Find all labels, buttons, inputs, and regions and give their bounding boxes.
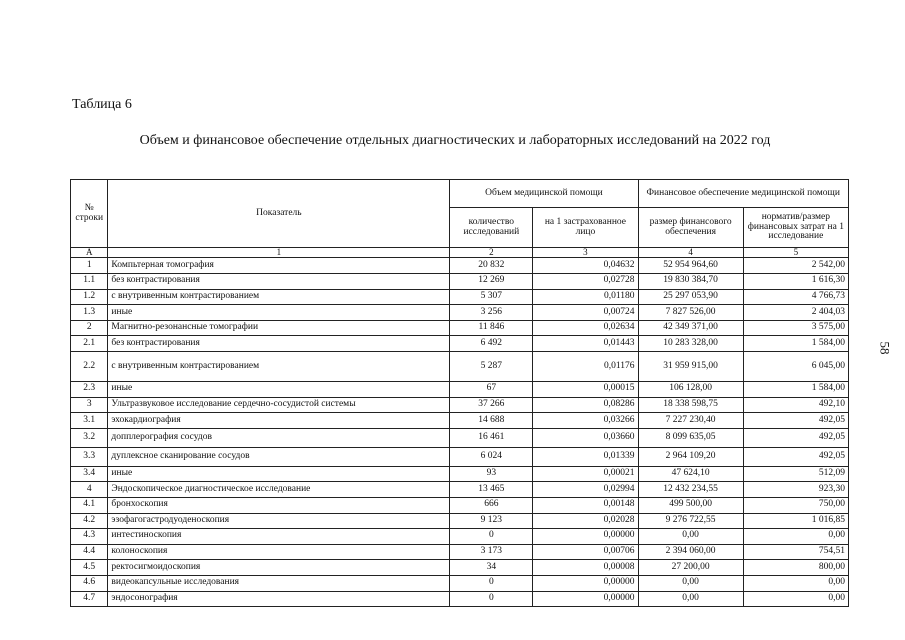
row-per-insured-cell: 0,00706 [533, 544, 638, 560]
row-count-cell: 67 [450, 382, 533, 398]
row-amount-cell: 2 394 060,00 [638, 544, 743, 560]
row-name-cell: колоноскопия [108, 544, 450, 560]
row-count-cell: 13 465 [450, 482, 533, 498]
row-code-cell: 4.5 [71, 560, 108, 576]
row-norm-cell: 1 584,00 [743, 336, 848, 352]
row-per-insured-cell: 0,01180 [533, 289, 638, 305]
table-row [71, 560, 849, 576]
row-name-cell: допплерография сосудов [108, 428, 450, 447]
row-per-insured-cell: 0,00021 [533, 466, 638, 482]
table-row [71, 352, 849, 382]
row-per-insured-cell: 0,01339 [533, 447, 638, 466]
row-code-cell: 2.3 [71, 382, 108, 398]
row-norm-cell: 0,00 [743, 591, 848, 607]
row-count-cell: 34 [450, 560, 533, 576]
table-row [71, 336, 849, 352]
header-norm: норматив/размер финансовых затрат на 1 исследование [743, 208, 848, 248]
row-amount-cell: 25 297 053,90 [638, 289, 743, 305]
row-name-cell: Магнитно-резонансные томографии [108, 320, 450, 336]
row-norm-cell: 4 766,73 [743, 289, 848, 305]
header-indicator: Показатель [108, 180, 450, 248]
row-amount-cell: 19 830 384,70 [638, 274, 743, 290]
row-amount-cell: 10 283 328,00 [638, 336, 743, 352]
row-count-cell: 3 256 [450, 305, 533, 321]
row-name-cell: с внутривенным контрастированием [108, 289, 450, 305]
row-norm-cell: 1 616,30 [743, 274, 848, 290]
row-amount-cell: 42 349 371,00 [638, 320, 743, 336]
row-code-cell: 3.1 [71, 413, 108, 429]
row-count-cell: 3 173 [450, 544, 533, 560]
table-row [71, 258, 849, 274]
column-number: 2 [450, 248, 533, 258]
row-amount-cell: 9 276 722,55 [638, 513, 743, 529]
row-code-cell: 2 [71, 320, 108, 336]
row-count-cell: 0 [450, 591, 533, 607]
row-norm-cell: 1 016,85 [743, 513, 848, 529]
row-per-insured-cell: 0,02634 [533, 320, 638, 336]
row-per-insured-cell: 0,03660 [533, 428, 638, 447]
table-row [71, 274, 849, 290]
table-row [71, 466, 849, 482]
table-row [71, 513, 849, 529]
column-number: 3 [533, 248, 638, 258]
row-code-cell: 1 [71, 258, 108, 274]
data-table [70, 179, 849, 607]
table-row [71, 305, 849, 321]
row-count-cell: 6 024 [450, 447, 533, 466]
table-row [71, 428, 849, 447]
row-norm-cell: 2 542,00 [743, 258, 848, 274]
row-amount-cell: 106 128,00 [638, 382, 743, 398]
row-per-insured-cell: 0,00000 [533, 529, 638, 545]
table-row [71, 529, 849, 545]
table-row [71, 289, 849, 305]
row-name-cell: без контрастирования [108, 336, 450, 352]
row-code-cell: 3.2 [71, 428, 108, 447]
row-amount-cell: 2 964 109,20 [638, 447, 743, 466]
row-count-cell: 11 846 [450, 320, 533, 336]
row-norm-cell: 800,00 [743, 560, 848, 576]
header-volume-group: Объем медицинской помощи [450, 180, 638, 208]
row-code-cell: 4.7 [71, 591, 108, 607]
row-count-cell: 37 266 [450, 397, 533, 413]
row-norm-cell: 750,00 [743, 497, 848, 513]
row-amount-cell: 27 200,00 [638, 560, 743, 576]
header-count: количество исследований [450, 208, 533, 248]
row-amount-cell: 47 624,10 [638, 466, 743, 482]
row-count-cell: 12 269 [450, 274, 533, 290]
column-number: 4 [638, 248, 743, 258]
row-norm-cell: 512,09 [743, 466, 848, 482]
row-norm-cell: 754,51 [743, 544, 848, 560]
table-row [71, 447, 849, 466]
row-norm-cell: 923,30 [743, 482, 848, 498]
row-name-cell: без контрастирования [108, 274, 450, 290]
document-title: Объем и финансовое обеспечение отдельных диагностических и лабораторных исследований на 2022 год [139, 133, 771, 148]
row-count-cell: 0 [450, 575, 533, 591]
column-number: 1 [108, 248, 450, 258]
row-per-insured-cell: 0,02028 [533, 513, 638, 529]
table-body [71, 258, 849, 607]
row-code-cell: 4.4 [71, 544, 108, 560]
row-norm-cell: 3 575,00 [743, 320, 848, 336]
row-norm-cell: 492,05 [743, 413, 848, 429]
row-norm-cell: 492,10 [743, 397, 848, 413]
row-per-insured-cell: 0,08286 [533, 397, 638, 413]
row-norm-cell: 0,00 [743, 575, 848, 591]
column-number: 5 [743, 248, 848, 258]
row-per-insured-cell: 0,00015 [533, 382, 638, 398]
table-row [71, 482, 849, 498]
row-norm-cell: 492,05 [743, 428, 848, 447]
row-count-cell: 0 [450, 529, 533, 545]
row-name-cell: с внутривенным контрастированием [108, 352, 450, 382]
row-amount-cell: 7 227 230,40 [638, 413, 743, 429]
row-norm-cell: 492,05 [743, 447, 848, 466]
row-amount-cell: 0,00 [638, 591, 743, 607]
column-number: А [71, 248, 108, 258]
header-finance-group: Финансовое обеспечение медицинской помощи [638, 180, 848, 208]
row-name-cell: Ультразвуковое исследование сердечно-сосудистой системы [108, 397, 450, 413]
row-name-cell: эзофагогастродуоденоскопия [108, 513, 450, 529]
row-code-cell: 4.1 [71, 497, 108, 513]
row-count-cell: 93 [450, 466, 533, 482]
row-code-cell: 3.4 [71, 466, 108, 482]
row-name-cell: эхокардиография [108, 413, 450, 429]
page-number: 58 [877, 341, 893, 355]
table-row [71, 591, 849, 607]
row-name-cell: видеокапсульные исследования [108, 575, 450, 591]
row-per-insured-cell: 0,00148 [533, 497, 638, 513]
row-code-cell: 4 [71, 482, 108, 498]
row-count-cell: 666 [450, 497, 533, 513]
row-norm-cell: 2 404,03 [743, 305, 848, 321]
row-code-cell: 4.2 [71, 513, 108, 529]
row-amount-cell: 18 338 598,75 [638, 397, 743, 413]
row-name-cell: Компьтерная томография [108, 258, 450, 274]
row-per-insured-cell: 0,02994 [533, 482, 638, 498]
row-code-cell: 3.3 [71, 447, 108, 466]
row-per-insured-cell: 0,01176 [533, 352, 638, 382]
row-amount-cell: 12 432 234,55 [638, 482, 743, 498]
table-row [71, 397, 849, 413]
row-code-cell: 4.3 [71, 529, 108, 545]
row-name-cell: дуплексное сканирование сосудов [108, 447, 450, 466]
row-per-insured-cell: 0,01443 [533, 336, 638, 352]
header-row-no: № строки [71, 180, 108, 248]
row-amount-cell: 7 827 526,00 [638, 305, 743, 321]
row-name-cell: эндосонография [108, 591, 450, 607]
row-code-cell: 1.3 [71, 305, 108, 321]
row-name-cell: Эндоскопическое диагностическое исследование [108, 482, 450, 498]
row-norm-cell: 0,00 [743, 529, 848, 545]
row-amount-cell: 8 099 635,05 [638, 428, 743, 447]
table-row [71, 497, 849, 513]
row-count-cell: 6 492 [450, 336, 533, 352]
row-amount-cell: 31 959 915,00 [638, 352, 743, 382]
row-amount-cell: 52 954 964,60 [638, 258, 743, 274]
row-code-cell: 2.2 [71, 352, 108, 382]
row-code-cell: 1.2 [71, 289, 108, 305]
row-per-insured-cell: 0,04632 [533, 258, 638, 274]
row-count-cell: 20 832 [450, 258, 533, 274]
row-per-insured-cell: 0,00008 [533, 560, 638, 576]
row-norm-cell: 1 584,00 [743, 382, 848, 398]
table-row [71, 320, 849, 336]
row-per-insured-cell: 0,03266 [533, 413, 638, 429]
row-count-cell: 14 688 [450, 413, 533, 429]
row-code-cell: 2.1 [71, 336, 108, 352]
header-per-insured: на 1 застрахованное лицо [533, 208, 638, 248]
row-per-insured-cell: 0,02728 [533, 274, 638, 290]
row-norm-cell: 6 045,00 [743, 352, 848, 382]
row-count-cell: 5 307 [450, 289, 533, 305]
row-per-insured-cell: 0,00000 [533, 575, 638, 591]
row-code-cell: 1.1 [71, 274, 108, 290]
row-per-insured-cell: 0,00724 [533, 305, 638, 321]
header-finance-amount: размер финансового обеспечения [638, 208, 743, 248]
row-count-cell: 16 461 [450, 428, 533, 447]
row-name-cell: иные [108, 382, 450, 398]
row-amount-cell: 0,00 [638, 575, 743, 591]
table-caption: Таблица 6 [72, 97, 132, 112]
table-row [71, 544, 849, 560]
row-code-cell: 3 [71, 397, 108, 413]
row-name-cell: ректосигмоидоскопия [108, 560, 450, 576]
row-amount-cell: 0,00 [638, 529, 743, 545]
row-name-cell: иные [108, 305, 450, 321]
row-code-cell: 4.6 [71, 575, 108, 591]
row-per-insured-cell: 0,00000 [533, 591, 638, 607]
table-row [71, 413, 849, 429]
row-count-cell: 5 287 [450, 352, 533, 382]
row-name-cell: иные [108, 466, 450, 482]
table-row [71, 575, 849, 591]
table-row [71, 382, 849, 398]
row-count-cell: 9 123 [450, 513, 533, 529]
row-name-cell: интестиноскопия [108, 529, 450, 545]
row-name-cell: бронхоскопия [108, 497, 450, 513]
row-amount-cell: 499 500,00 [638, 497, 743, 513]
